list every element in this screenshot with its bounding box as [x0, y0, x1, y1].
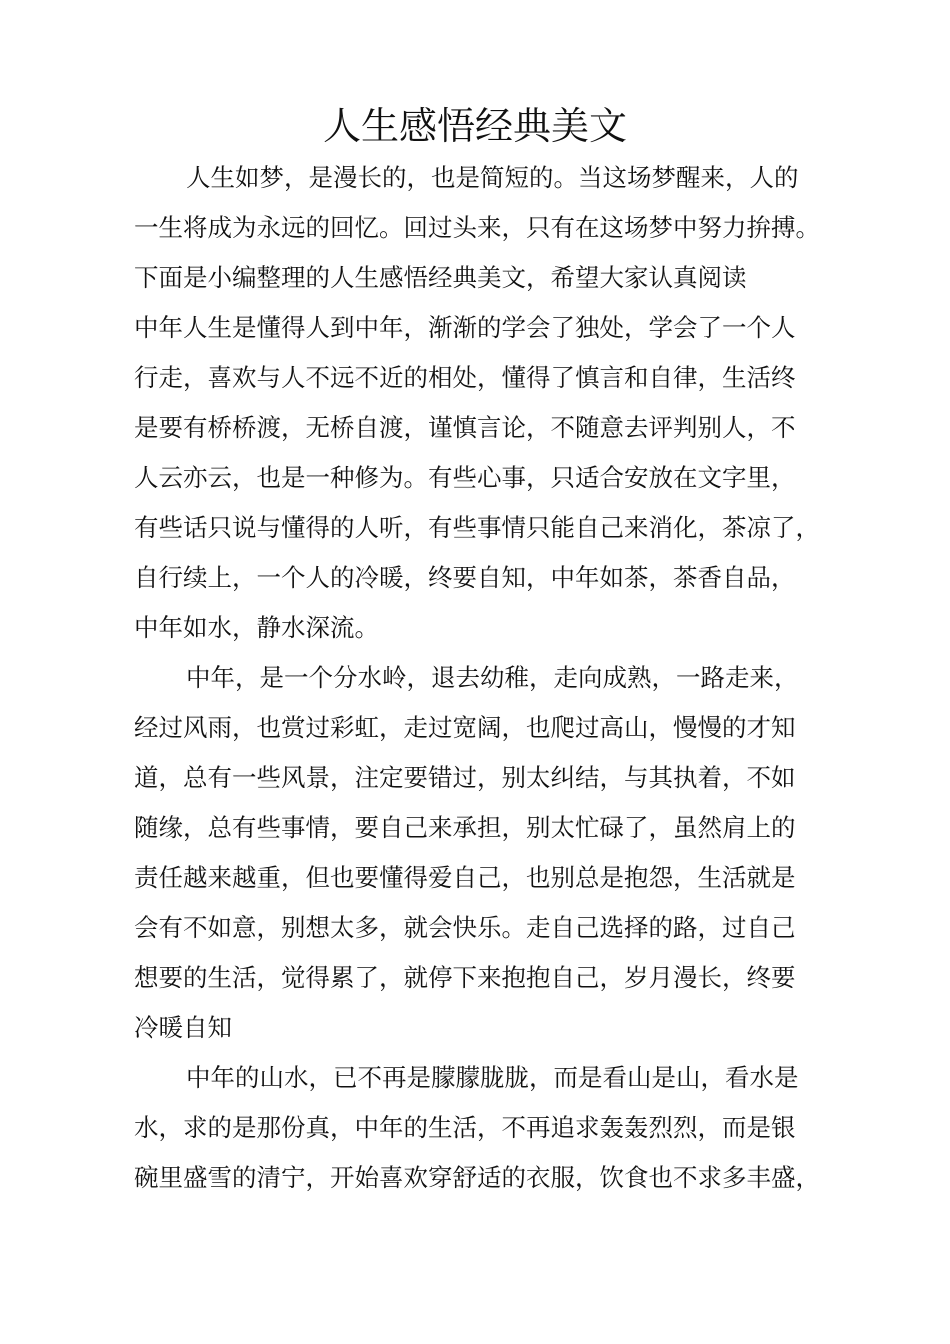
paragraph-line: 责任越来越重，但也要懂得爱自己，也别总是抱怨，生活就是	[134, 863, 796, 892]
paragraph-line: 道，总有一些风景，注定要错过，别太纠结，与其执着，不如	[134, 763, 796, 792]
paragraph-line: 下面是小编整理的人生感悟经典美文，希望大家认真阅读	[134, 263, 747, 292]
paragraph-line: 想要的生活，觉得累了，就停下来抱抱自己，岁月漫长，终要	[134, 963, 796, 992]
paragraph-line: 是要有桥桥渡，无桥自渡，谨慎言论，不随意去评判别人，不	[134, 413, 796, 442]
paragraph-line: 一生将成为永远的回忆。回过头来，只有在这场梦中努力拚搏。	[134, 213, 820, 242]
document-title: 人生感悟经典美文	[322, 104, 627, 148]
paragraph-line: 人生如梦，是漫长的，也是简短的。当这场梦醒来，人的	[186, 163, 799, 192]
paragraph-line: 会有不如意，别想太多，就会快乐。走自己选择的路，过自己	[134, 913, 796, 942]
paragraph-line: 中年人生是懂得人到中年，渐渐的学会了独处，学会了一个人	[134, 313, 796, 342]
paragraph-line: 经过风雨，也赏过彩虹，走过宽阔，也爬过高山，慢慢的才知	[134, 713, 796, 742]
paragraph-line: 行走，喜欢与人不远不近的相处，懂得了慎言和自律，生活终	[134, 363, 796, 392]
paragraph-line: 人云亦云，也是一种修为。有些心事，只适合安放在文字里，	[134, 463, 796, 492]
paragraph-line: 中年，是一个分水岭，退去幼稚，走向成熟，一路走来，	[186, 663, 799, 692]
paragraph-line: 中年的山水，已不再是朦朦胧胧，而是看山是山，看水是	[186, 1063, 799, 1092]
paragraph-line: 碗里盛雪的清宁，开始喜欢穿舒适的衣服，饮食也不求多丰盛，	[134, 1163, 820, 1192]
paragraph-line: 水，求的是那份真，中年的生活，不再追求轰轰烈烈，而是银	[134, 1113, 796, 1142]
paragraph-line: 随缘，总有些事情，要自己来承担，别太忙碌了，虽然肩上的	[134, 813, 796, 842]
paragraph-line: 有些话只说与懂得的人听，有些事情只能自己来消化，茶凉了，	[134, 513, 820, 542]
paragraph-line: 自行续上，一个人的冷暖，终要自知，中年如茶，茶香自品，	[134, 563, 796, 592]
paragraph-line: 冷暖自知	[134, 1013, 232, 1042]
paragraph-line: 中年如水，静水深流。	[134, 613, 379, 642]
